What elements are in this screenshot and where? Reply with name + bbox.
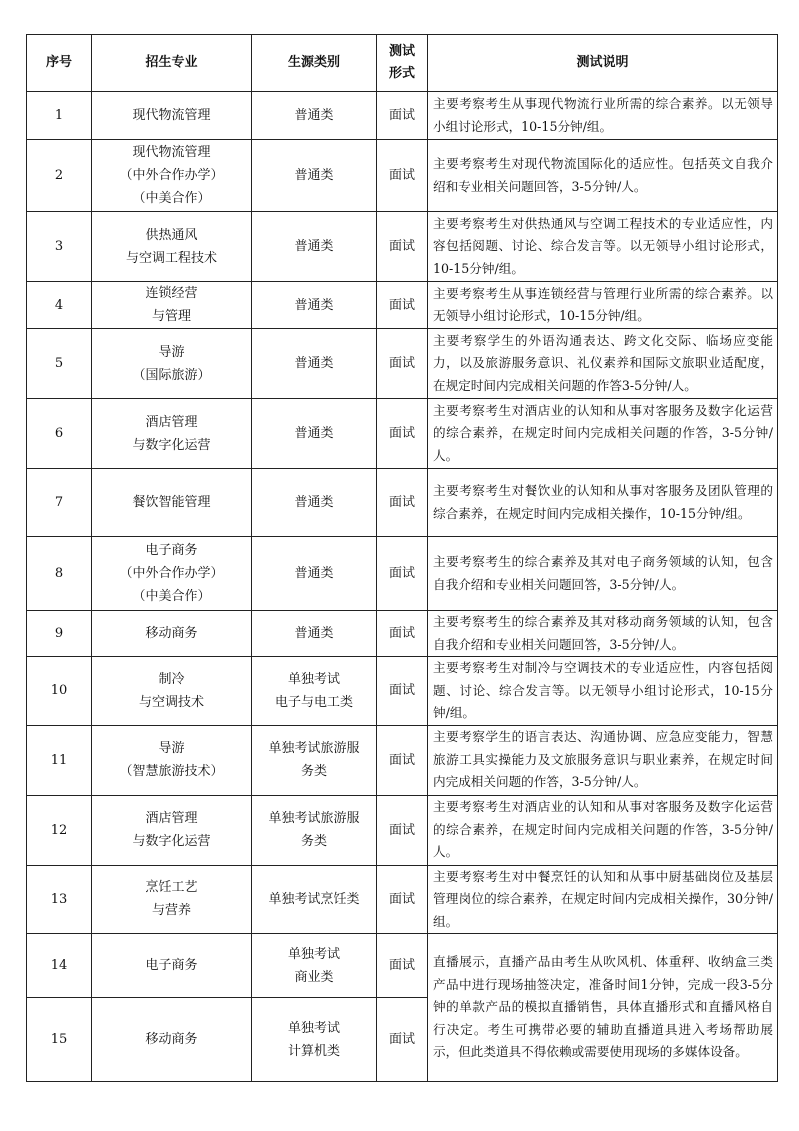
row-major [92,934,252,998]
row-index: 10 [27,657,92,726]
row-major [92,537,252,611]
category-line: 单独考试 [287,1020,340,1036]
row-description: 主要考察学生的外语沟通表达、跨文化交际、临场应变能力，以及旅游服务意识、礼仪素养和国际文旅职业适配度，在规定时间内完成相关问题的作答3-5分钟/人。 [428,329,778,399]
row-major [92,611,252,657]
row-format: 面试 [377,399,428,469]
major-line: 移动商务 [145,1032,198,1047]
category-line: 普通类 [294,239,334,254]
header-major: 招生专业 [92,35,252,92]
table-row [27,282,778,329]
row-description: 主要考察考生对酒店业的认知和从事对客服务及数字化运营的综合素养，在规定时间内完成相关问题的作答，3-5分钟/人。 [428,399,778,469]
row-major [92,212,252,282]
row-description: 主要考察考生对制冷与空调技术的专业适应性，内容包括阅题、讨论、综合发言等。以无领导小组讨论形式，10-15分钟/组。 [428,657,778,726]
row-description: 主要考察考生从事连锁经营与管理行业所需的综合素养。以无领导小组讨论形式，10-15分钟/组。 [428,282,778,329]
category-line: 普通类 [294,297,334,313]
category-line: 商业类 [294,969,334,985]
row-index: 8 [27,537,92,611]
row-format: 面试 [377,795,428,865]
major-line: 与空调工程技术 [125,250,217,266]
row-major [92,998,252,1082]
row-index: 14 [27,934,92,998]
major-line: 与空调技术 [138,694,204,710]
table-row [27,611,778,657]
table-row [27,725,778,795]
row-index: 13 [27,865,92,934]
major-line: （智慧旅游技术） [119,764,224,779]
major-line: 现代物流管理 [132,145,211,160]
row-format: 面试 [377,537,428,611]
row-description: 主要考察考生的综合素养及其对电子商务领域的认知，包含自我介绍和专业相关问题回答，3-5分钟/人。 [428,537,778,611]
row-category [252,998,377,1082]
category-line: 务类 [300,764,327,779]
row-format: 面试 [377,725,428,795]
table-row [27,92,778,140]
major-line: 酒店管理 [145,414,198,430]
row-index: 15 [27,998,92,1082]
major-line: 与数字化运营 [132,834,211,849]
table-row [27,795,778,865]
row-major [92,657,252,726]
major-line: 供热通风 [145,227,198,243]
row-description: 主要考察考生对中餐烹饪的认知和从事中厨基础岗位及基层管理岗位的综合素养，在规定时间内完成相关操作，30分钟/组。 [428,865,778,934]
row-description: 主要考察考生对现代物流国际化的适应性。包括英文自我介绍和专业相关问题回答，3-5分钟/人。 [428,140,778,212]
row-format: 面试 [377,329,428,399]
category-line: 单独考试 [287,946,340,962]
row-index: 7 [27,469,92,537]
row-category [252,399,377,469]
row-index: 9 [27,611,92,657]
row-format: 面试 [377,92,428,140]
major-line: （中美合作） [132,191,211,206]
row-index: 4 [27,282,92,329]
header-format [377,35,428,92]
header-format-line1: 测试 [388,44,415,59]
row-category [252,537,377,611]
row-description: 主要考察考生对餐饮业的认知和从事对客服务及团队管理的综合素养，在规定时间内完成相关操作，10-15分钟/组。 [428,469,778,537]
row-category [252,329,377,399]
header-format-line2: 形式 [388,66,415,81]
category-line: 普通类 [294,426,334,441]
table-row [27,329,778,399]
category-line: 务类 [300,834,327,849]
category-line: 单独考试旅游服 [268,741,360,756]
major-line: 导游 [158,741,185,756]
row-description: 主要考察考生对酒店业的认知和从事对客服务及数字化运营的综合素养，在规定时间内完成相关问题的作答，3-5分钟/人。 [428,795,778,865]
major-line: 制冷 [158,671,185,687]
table-row [27,537,778,611]
row-format: 面试 [377,657,428,726]
table-row [27,865,778,934]
row-major [92,795,252,865]
category-line: 普通类 [294,108,334,123]
major-line: （中外合作办学） [119,566,224,581]
header-index: 序号 [27,35,92,92]
major-line: 与营养 [151,903,191,919]
table-row [27,399,778,469]
table-row [27,657,778,726]
major-line: 电子商务 [145,958,198,973]
category-line: 普通类 [294,566,334,581]
major-line: 与管理 [151,309,191,324]
major-line: 与数字化运营 [132,437,211,453]
row-format: 面试 [377,212,428,282]
row-category [252,282,377,329]
row-index: 6 [27,399,92,469]
row-description: 主要考察考生从事现代物流行业所需的综合素养。以无领导小组讨论形式，10-15分钟/组。 [428,92,778,140]
row-category [252,725,377,795]
row-index: 2 [27,140,92,212]
table-row [27,934,778,998]
row-index: 1 [27,92,92,140]
table-row [27,469,778,537]
row-format: 面试 [377,282,428,329]
category-line: 电子与电工类 [274,694,353,710]
row-major [92,329,252,399]
row-description: 主要考察学生的语言表达、沟通协调、应急应变能力，智慧旅游工具实操能力及文旅服务意识与职业素养，在规定时间内完成相关问题的作答，3-5分钟/人。 [428,725,778,795]
row-major [92,469,252,537]
row-index: 12 [27,795,92,865]
category-line: 普通类 [294,495,334,510]
row-format: 面试 [377,469,428,537]
row-index: 11 [27,725,92,795]
major-line: 连锁经营 [145,286,198,301]
row-major [92,282,252,329]
category-line: 单独考试 [287,671,340,687]
row-major [92,865,252,934]
row-format: 面试 [377,998,428,1082]
category-line: 普通类 [294,356,334,371]
row-index: 5 [27,329,92,399]
major-line: 现代物流管理 [132,108,211,123]
row-format: 面试 [377,934,428,998]
header-row [27,35,778,92]
category-line: 单独考试烹饪类 [268,891,360,907]
major-line: 移动商务 [145,626,198,641]
major-line: （中美合作） [132,589,211,604]
major-line: 餐饮智能管理 [132,495,211,510]
row-major [92,92,252,140]
row-description: 主要考察考生对供热通风与空调工程技术的专业适应性，内容包括阅题、讨论、综合发言等。以无领导小组讨论形式，10-15分钟/组。 [428,212,778,282]
row-category [252,657,377,726]
row-category [252,92,377,140]
shared-description: 直播展示，直播产品由考生从吹风机、体重秤、收纳盒三类产品中进行现场抽签决定，准备时间1分钟，完成一段3-5分钟的单款产品的模拟直播销售，具体直播形式和直播风格自行决定。考生可携带必要的辅助直播道具进入考场帮助展示，但此类道具不得依赖或需要使用现场的多媒体设备。 [428,934,778,1082]
major-line: 导游 [158,344,185,360]
major-line: （国际旅游） [132,367,211,383]
header-description: 测试说明 [428,35,778,92]
major-line: 电子商务 [145,543,198,558]
major-line: 烹饪工艺 [145,880,198,896]
row-major [92,725,252,795]
row-description: 主要考察考生的综合素养及其对移动商务领域的认知，包含自我介绍和专业相关问题回答，3-5分钟/人。 [428,611,778,657]
row-category [252,934,377,998]
category-line: 单独考试旅游服 [268,811,360,826]
admission-test-table [26,34,778,1082]
category-line: 普通类 [294,626,334,641]
row-format: 面试 [377,865,428,934]
row-category [252,212,377,282]
category-line: 普通类 [294,168,334,183]
row-index: 3 [27,212,92,282]
header-category: 生源类别 [252,35,377,92]
major-line: （中外合作办学） [119,168,224,183]
category-line: 计算机类 [287,1043,340,1059]
row-major [92,140,252,212]
row-major [92,399,252,469]
row-category [252,865,377,934]
row-format: 面试 [377,611,428,657]
major-line: 酒店管理 [145,811,198,826]
row-category [252,140,377,212]
table-row [27,212,778,282]
row-category [252,611,377,657]
row-category [252,795,377,865]
row-format: 面试 [377,140,428,212]
row-category [252,469,377,537]
table-row [27,140,778,212]
